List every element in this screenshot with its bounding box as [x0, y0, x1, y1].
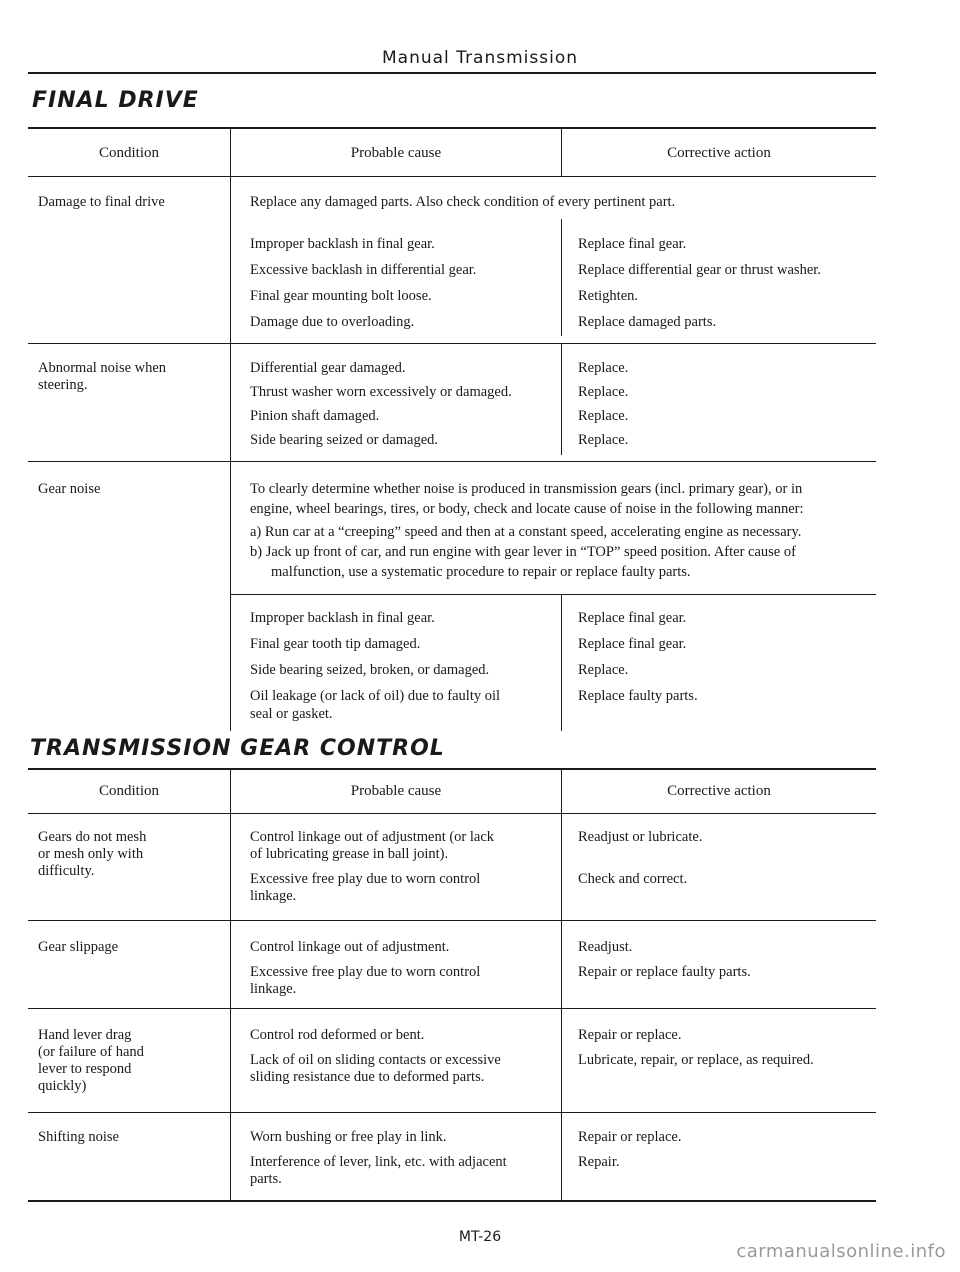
cause-item: Excessive free play due to worn control	[250, 871, 481, 887]
final-drive-note: Replace any damaged parts. Also check condition of every pertinent part.	[250, 194, 676, 210]
row-divider	[28, 1112, 876, 1113]
condition-shifting-noise: Shifting noise	[38, 1129, 119, 1145]
actions-gear-noise	[578, 610, 698, 705]
cause-item: Final gear mounting bolt loose.	[250, 288, 432, 304]
condition-line: steering.	[38, 377, 88, 393]
cause-item: Final gear tooth tip damaged.	[250, 636, 421, 652]
action-item: Replace.	[578, 662, 629, 678]
actions-gears-not-mesh	[578, 829, 702, 888]
watermark: carmanualsonline.info	[736, 1241, 946, 1262]
cause-item: Control rod deformed or bent.	[250, 1027, 425, 1043]
cause-item: Excessive free play due to worn control	[250, 964, 481, 980]
row-divider	[28, 1008, 876, 1009]
actions-hand-lever-drag	[578, 1027, 814, 1069]
cause-item: Excessive backlash in differential gear.	[250, 262, 477, 278]
condition-abnormal-noise	[38, 360, 166, 394]
action-item: Readjust.	[578, 939, 633, 955]
action-item: Retighten.	[578, 288, 639, 304]
condition-line: or mesh only with	[38, 846, 144, 862]
final-drive-col-cause: Probable cause	[350, 145, 442, 161]
condition-gears-not-mesh	[38, 829, 146, 880]
gear-control-top-rule	[28, 768, 876, 770]
cause-item: Lack of oil on sliding contacts or excessive	[250, 1052, 501, 1068]
causes-gear-slippage	[250, 939, 480, 998]
final-drive-top-rule	[28, 127, 876, 129]
action-item: Check and correct.	[578, 871, 688, 887]
action-item: Repair or replace.	[578, 1027, 682, 1043]
gear-control-col-condition: Condition	[98, 783, 159, 799]
action-item: Replace.	[578, 408, 629, 424]
cause-item: seal or gasket.	[250, 706, 333, 722]
cause-item: linkage.	[250, 888, 297, 904]
action-item: Readjust or lubricate.	[578, 829, 703, 845]
cause-item: Damage due to overloading.	[250, 314, 415, 330]
note-line: To clearly determine whether noise is produced in transmission gears (incl. primary gear), or in	[250, 481, 803, 497]
final-drive-title: FINAL DRIVE	[32, 88, 199, 113]
gear-control-col-cause: Probable cause	[350, 783, 442, 799]
note-line: b) Jack up front of car, and run engine with gear lever in “TOP” speed position. After cause of	[250, 544, 796, 560]
gear-control-col-action: Corrective action	[667, 783, 771, 799]
action-item: Replace final gear.	[578, 610, 687, 626]
causes-gears-not-mesh	[250, 829, 494, 905]
condition-line: Abnormal noise when	[38, 360, 167, 376]
gear-control-divider-2	[561, 768, 562, 1201]
action-item: Replace faulty parts.	[578, 688, 698, 704]
action-item: Repair or replace faulty parts.	[578, 964, 751, 980]
action-item: Replace final gear.	[578, 236, 687, 252]
cause-item: sliding resistance due to deformed parts.	[250, 1069, 485, 1085]
cause-item: Pinion shaft damaged.	[250, 408, 380, 424]
condition-line: lever to respond	[38, 1061, 132, 1077]
cause-item: Improper backlash in final gear.	[250, 236, 435, 252]
final-drive-divider-1	[230, 127, 231, 731]
action-item: Lubricate, repair, or replace, as required.	[578, 1052, 814, 1068]
gear-control-title: TRANSMISSION GEAR CONTROL	[30, 736, 445, 761]
condition-gear-noise: Gear noise	[38, 481, 101, 497]
page-number: MT-26	[458, 1229, 502, 1245]
actions-shifting-noise	[578, 1129, 681, 1171]
cause-item: Side bearing seized, broken, or damaged.	[250, 662, 490, 678]
gear-control-bottom-rule	[28, 1200, 876, 1202]
note-line: malfunction, use a systematic procedure to repair or replace faulty parts.	[271, 564, 691, 580]
condition-line: Gears do not mesh	[38, 829, 147, 845]
row-divider	[28, 461, 876, 462]
header-rule	[28, 72, 876, 74]
action-item: Replace damaged parts.	[578, 314, 717, 330]
causes-damage	[250, 236, 476, 340]
final-drive-col-action: Corrective action	[667, 145, 771, 161]
cause-item: Control linkage out of adjustment (or lack	[250, 829, 495, 845]
final-drive-divider-2c	[561, 343, 562, 455]
page-header: Manual Transmission	[382, 48, 578, 68]
condition-line: Hand lever drag	[38, 1027, 132, 1043]
causes-hand-lever-drag	[250, 1027, 501, 1086]
condition-hand-lever-drag	[38, 1027, 144, 1095]
row-divider	[28, 343, 876, 344]
causes-shifting-noise	[250, 1129, 507, 1188]
actions-abnormal-noise	[578, 360, 628, 456]
action-item: Replace.	[578, 360, 629, 376]
final-drive-col-condition: Condition	[98, 145, 159, 161]
action-item: Repair or replace.	[578, 1129, 682, 1145]
cause-item: Interference of lever, link, etc. with adjacent	[250, 1154, 507, 1170]
row-divider	[28, 920, 876, 921]
cause-item: Improper backlash in final gear.	[250, 610, 435, 626]
condition-gear-slippage: Gear slippage	[38, 939, 119, 955]
cause-item: Side bearing seized or damaged.	[250, 432, 439, 448]
action-item: Repair.	[578, 1154, 620, 1170]
condition-line: difficulty.	[38, 863, 95, 879]
cause-item: of lubricating grease in ball joint).	[250, 846, 449, 862]
condition-line: (or failure of hand	[38, 1044, 144, 1060]
row-divider	[231, 594, 876, 595]
cause-item: Oil leakage (or lack of oil) due to faulty oil	[250, 688, 501, 704]
cause-item: linkage.	[250, 981, 297, 997]
actions-damage	[578, 236, 821, 340]
condition-line: quickly)	[38, 1078, 87, 1094]
cause-item: parts.	[250, 1171, 282, 1187]
final-drive-divider-2b	[561, 219, 562, 336]
gear-control-divider-1	[230, 768, 231, 1201]
condition-damage-final-drive: Damage to final drive	[38, 194, 165, 210]
cause-item: Thrust washer worn excessively or damaged.	[250, 384, 512, 400]
action-item: Replace final gear.	[578, 636, 687, 652]
action-item: Replace differential gear or thrust washer.	[578, 262, 821, 278]
gear-control-header-rule	[28, 813, 876, 814]
cause-item: Control linkage out of adjustment.	[250, 939, 450, 955]
cause-item: Differential gear damaged.	[250, 360, 406, 376]
action-item: Replace.	[578, 384, 629, 400]
cause-item: Worn bushing or free play in link.	[250, 1129, 447, 1145]
gear-noise-note	[250, 481, 804, 581]
action-item: Replace.	[578, 432, 629, 448]
actions-gear-slippage	[578, 939, 751, 981]
causes-gear-noise	[250, 610, 500, 723]
note-line: engine, wheel bearings, tires, or body, check and locate cause of noise in the following manner:	[250, 501, 804, 517]
causes-abnormal-noise	[250, 360, 512, 456]
final-drive-divider-2d	[561, 594, 562, 731]
note-line: a) Run car at a “creeping” speed and then at a constant speed, accelerating engine as necessary.	[250, 524, 802, 540]
final-drive-header-rule	[28, 176, 876, 177]
